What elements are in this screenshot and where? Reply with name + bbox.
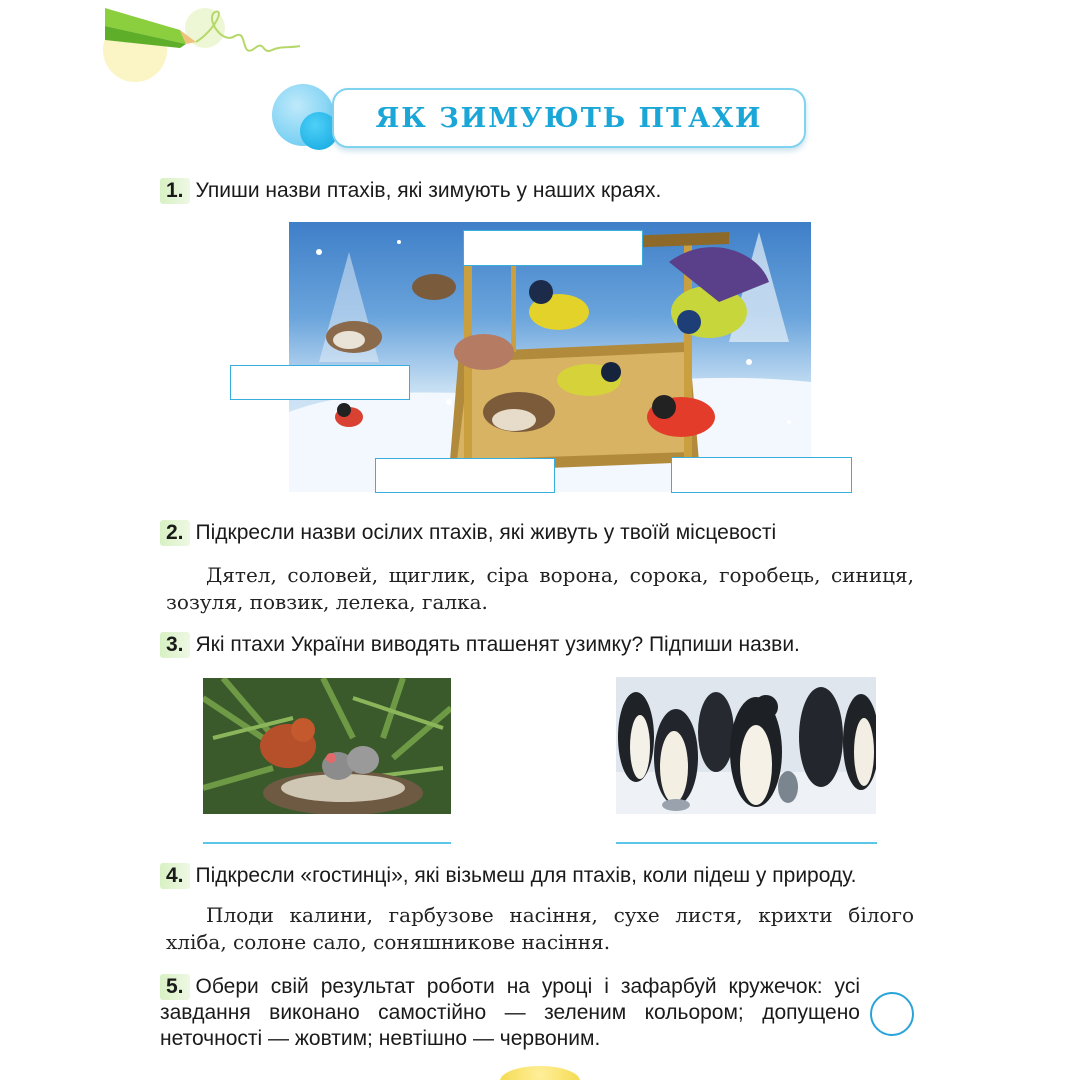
answer-line-1[interactable]	[203, 842, 451, 844]
crossbill-photo	[203, 678, 451, 814]
bottom-decoration	[500, 1066, 580, 1080]
task-number: 4.	[160, 863, 190, 889]
task-text: Підкресли назви осілих птахів, які живуть у твоїй місцевості	[195, 521, 777, 544]
task-text: Обери свій результат роботи на уроці і зафарбуй кружечок: усі завдання виконано самостійно — зеленим кольором; допущено неточності — жовтим; невтішно — червоним.	[160, 975, 860, 1050]
answer-box-2[interactable]	[230, 365, 410, 400]
answer-box-1[interactable]	[463, 230, 643, 266]
task-number: 5.	[160, 974, 190, 1000]
task-3	[160, 632, 800, 658]
task-1	[160, 178, 661, 204]
penguins-photo	[616, 677, 876, 814]
answer-line-2[interactable]	[616, 842, 877, 844]
task-text: Підкресли «гостинці», які візьмеш для птахів, коли підеш у природу.	[195, 864, 857, 887]
pencil-decoration	[0, 0, 320, 90]
task-text: Які птахи України виводять пташенят узимку? Підпиши назви.	[195, 633, 800, 656]
task-5	[160, 974, 860, 1052]
answer-box-4[interactable]	[671, 457, 852, 493]
answer-box-3[interactable]	[375, 458, 555, 493]
task-text: Упиши назви птахів, які зимують у наших краях.	[195, 179, 662, 202]
task-number: 2.	[160, 520, 190, 546]
title-banner	[272, 82, 812, 158]
result-circle[interactable]	[870, 992, 914, 1036]
task-number: 3.	[160, 632, 190, 658]
task-4-word-list[interactable]: Плоди калини, гарбузове насіння, сухе листя, крихти білого хліба, солоне сало, соняшникове насіння.	[166, 903, 914, 954]
task-number: 1.	[160, 178, 190, 204]
task-4	[160, 863, 856, 889]
task-2-word-list[interactable]: Дятел, соловей, щиглик, сіра ворона, сорока, горобець, синиця, зозуля, повзик, лелека, галка.	[166, 563, 914, 614]
page-title: ЯК ЗИМУЮТЬ ПТАХИ	[375, 102, 763, 134]
title-box	[332, 88, 806, 148]
task-2	[160, 520, 776, 546]
